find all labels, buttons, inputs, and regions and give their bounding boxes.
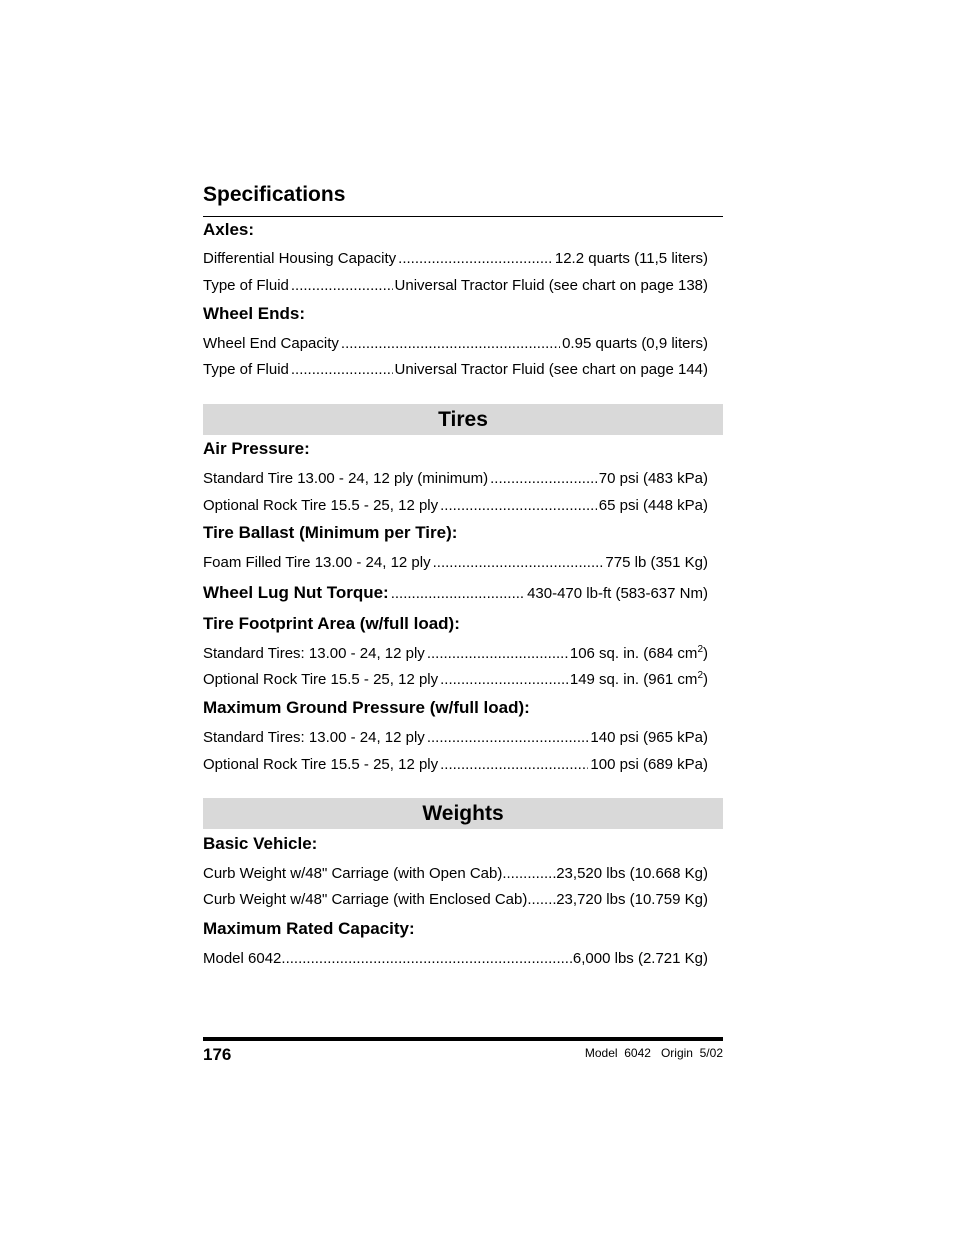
spec-line: Wheel End Capacity ..... 0.95 quarts (0,9 liters) [203, 335, 708, 352]
spec-line: Optional Rock Tire 15.5 - 25, 12 ply ..... 65 psi (448 kPa) [203, 497, 708, 514]
footer-rule [203, 1037, 723, 1041]
spec-line: Foam Filled Tire 13.00 - 24, 12 ply ..... 775 lb (351 Kg) [203, 554, 708, 571]
spec-line: Standard Tires: 13.00 - 24, 12 ply ..... 140 psi (965 kPa) [203, 729, 708, 746]
title-rule [203, 216, 723, 217]
axles-heading: Axles: [203, 220, 255, 239]
ground-pressure-heading: Maximum Ground Pressure (w/full load): [203, 698, 530, 717]
tires-section-band: Tires [203, 404, 723, 435]
tire-footprint-heading: Tire Footprint Area (w/full load): [203, 614, 460, 633]
tire-ballast-heading: Tire Ballast (Minimum per Tire): [203, 523, 458, 542]
footer-model: Model 6042 [584, 1046, 651, 1060]
basic-vehicle-heading: Basic Vehicle: [203, 834, 318, 853]
spec-line: Standard Tires: 13.00 - 24, 12 ply ..... 106 sq. in. (684 $cm^2$) [203, 645, 708, 662]
weights-section-band: Weights [203, 798, 723, 829]
spec-line: Model 6042 ..... 6,000 lbs (2.721 Kg) [203, 950, 708, 967]
wheel-ends-heading: Wheel Ends: [203, 304, 306, 323]
page-number: 176 [203, 1045, 232, 1064]
spec-line: Type of Fluid ..... Universal Tractor Fluid (see chart on page 138) [203, 277, 708, 294]
spec-line: Standard Tire 13.00 - 24, 12 ply (minimum) ..... 70 psi (483 kPa) [203, 470, 708, 487]
max-rated-capacity-heading: Maximum Rated Capacity: [203, 919, 415, 938]
spec-line: Optional Rock Tire 15.5 - 25, 12 ply ..... 100 psi (689 kPa) [203, 756, 708, 773]
footer-origin: Origin 5/02 [660, 1046, 723, 1060]
page-title: Specifications [203, 183, 346, 206]
lug-nut-torque-line: Wheel Lug Nut Torque: ..... 430-470 lb-ft (583-637 Nm) [203, 583, 708, 603]
spec-line: Curb Weight w/48" Carriage (with Enclosed Cab) ..... 23,720 lbs (10.759 Kg) [203, 891, 708, 908]
spec-line: Curb Weight w/48" Carriage (with Open Cab) ..... 23,520 lbs (10.668 Kg) [203, 865, 708, 882]
air-pressure-heading: Air Pressure: [203, 439, 310, 458]
spec-line: Differential Housing Capacity ..... 12.2 quarts (11,5 liters) [203, 250, 708, 267]
spec-line: Type of Fluid ..... Universal Tractor Fluid (see chart on page 144) [203, 361, 708, 378]
footer-model-origin [585, 1046, 723, 1060]
spec-line: Optional Rock Tire 15.5 - 25, 12 ply ..... 149 sq. in. (961 $cm^2$) [203, 671, 708, 688]
